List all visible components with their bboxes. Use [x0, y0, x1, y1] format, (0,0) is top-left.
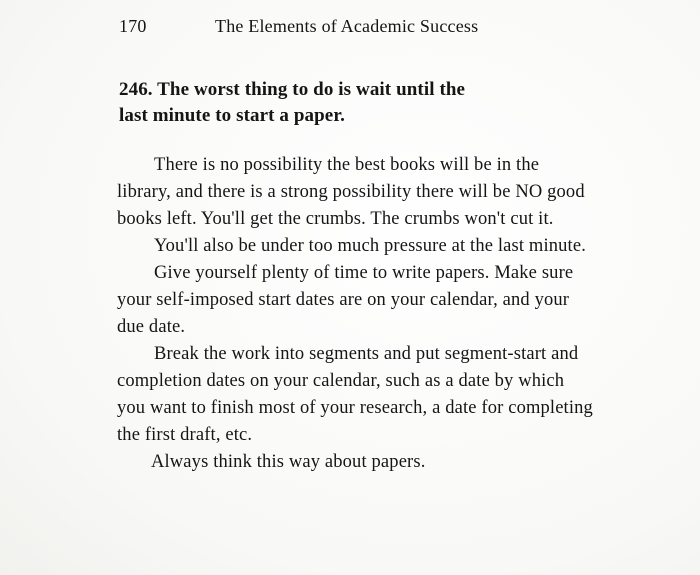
page-number: 170 — [119, 16, 147, 36]
section-heading-line-2: last minute to start a paper. — [119, 105, 345, 126]
paragraph-plenty-of-time: Give yourself plenty of time to write papers. Make sure your self-imposed start dates are on your calendar, and your due date. — [117, 263, 574, 337]
body-text — [117, 152, 597, 476]
section-heading — [119, 77, 589, 129]
paragraph-library-books: There is no possibility the best books will be in the library, and there is a strong possibility there will be NO good books left. You'll get the crumbs. The crumbs won't cut it. — [117, 155, 585, 229]
paragraph-segments: Break the work into segments and put segment-start and completion dates on your calendar, such as a date by which you want to finish most of your research, a date for completing the first draft, etc. — [117, 344, 593, 445]
paragraph-pressure: You'll also be under too much pressure at the last minute. — [154, 236, 586, 256]
paragraph-always-think: Always think this way about papers. — [151, 452, 426, 472]
section-heading-line-1: 246. The worst thing to do is wait until the — [119, 79, 466, 100]
running-head: The Elements of Academic Success — [215, 16, 479, 36]
